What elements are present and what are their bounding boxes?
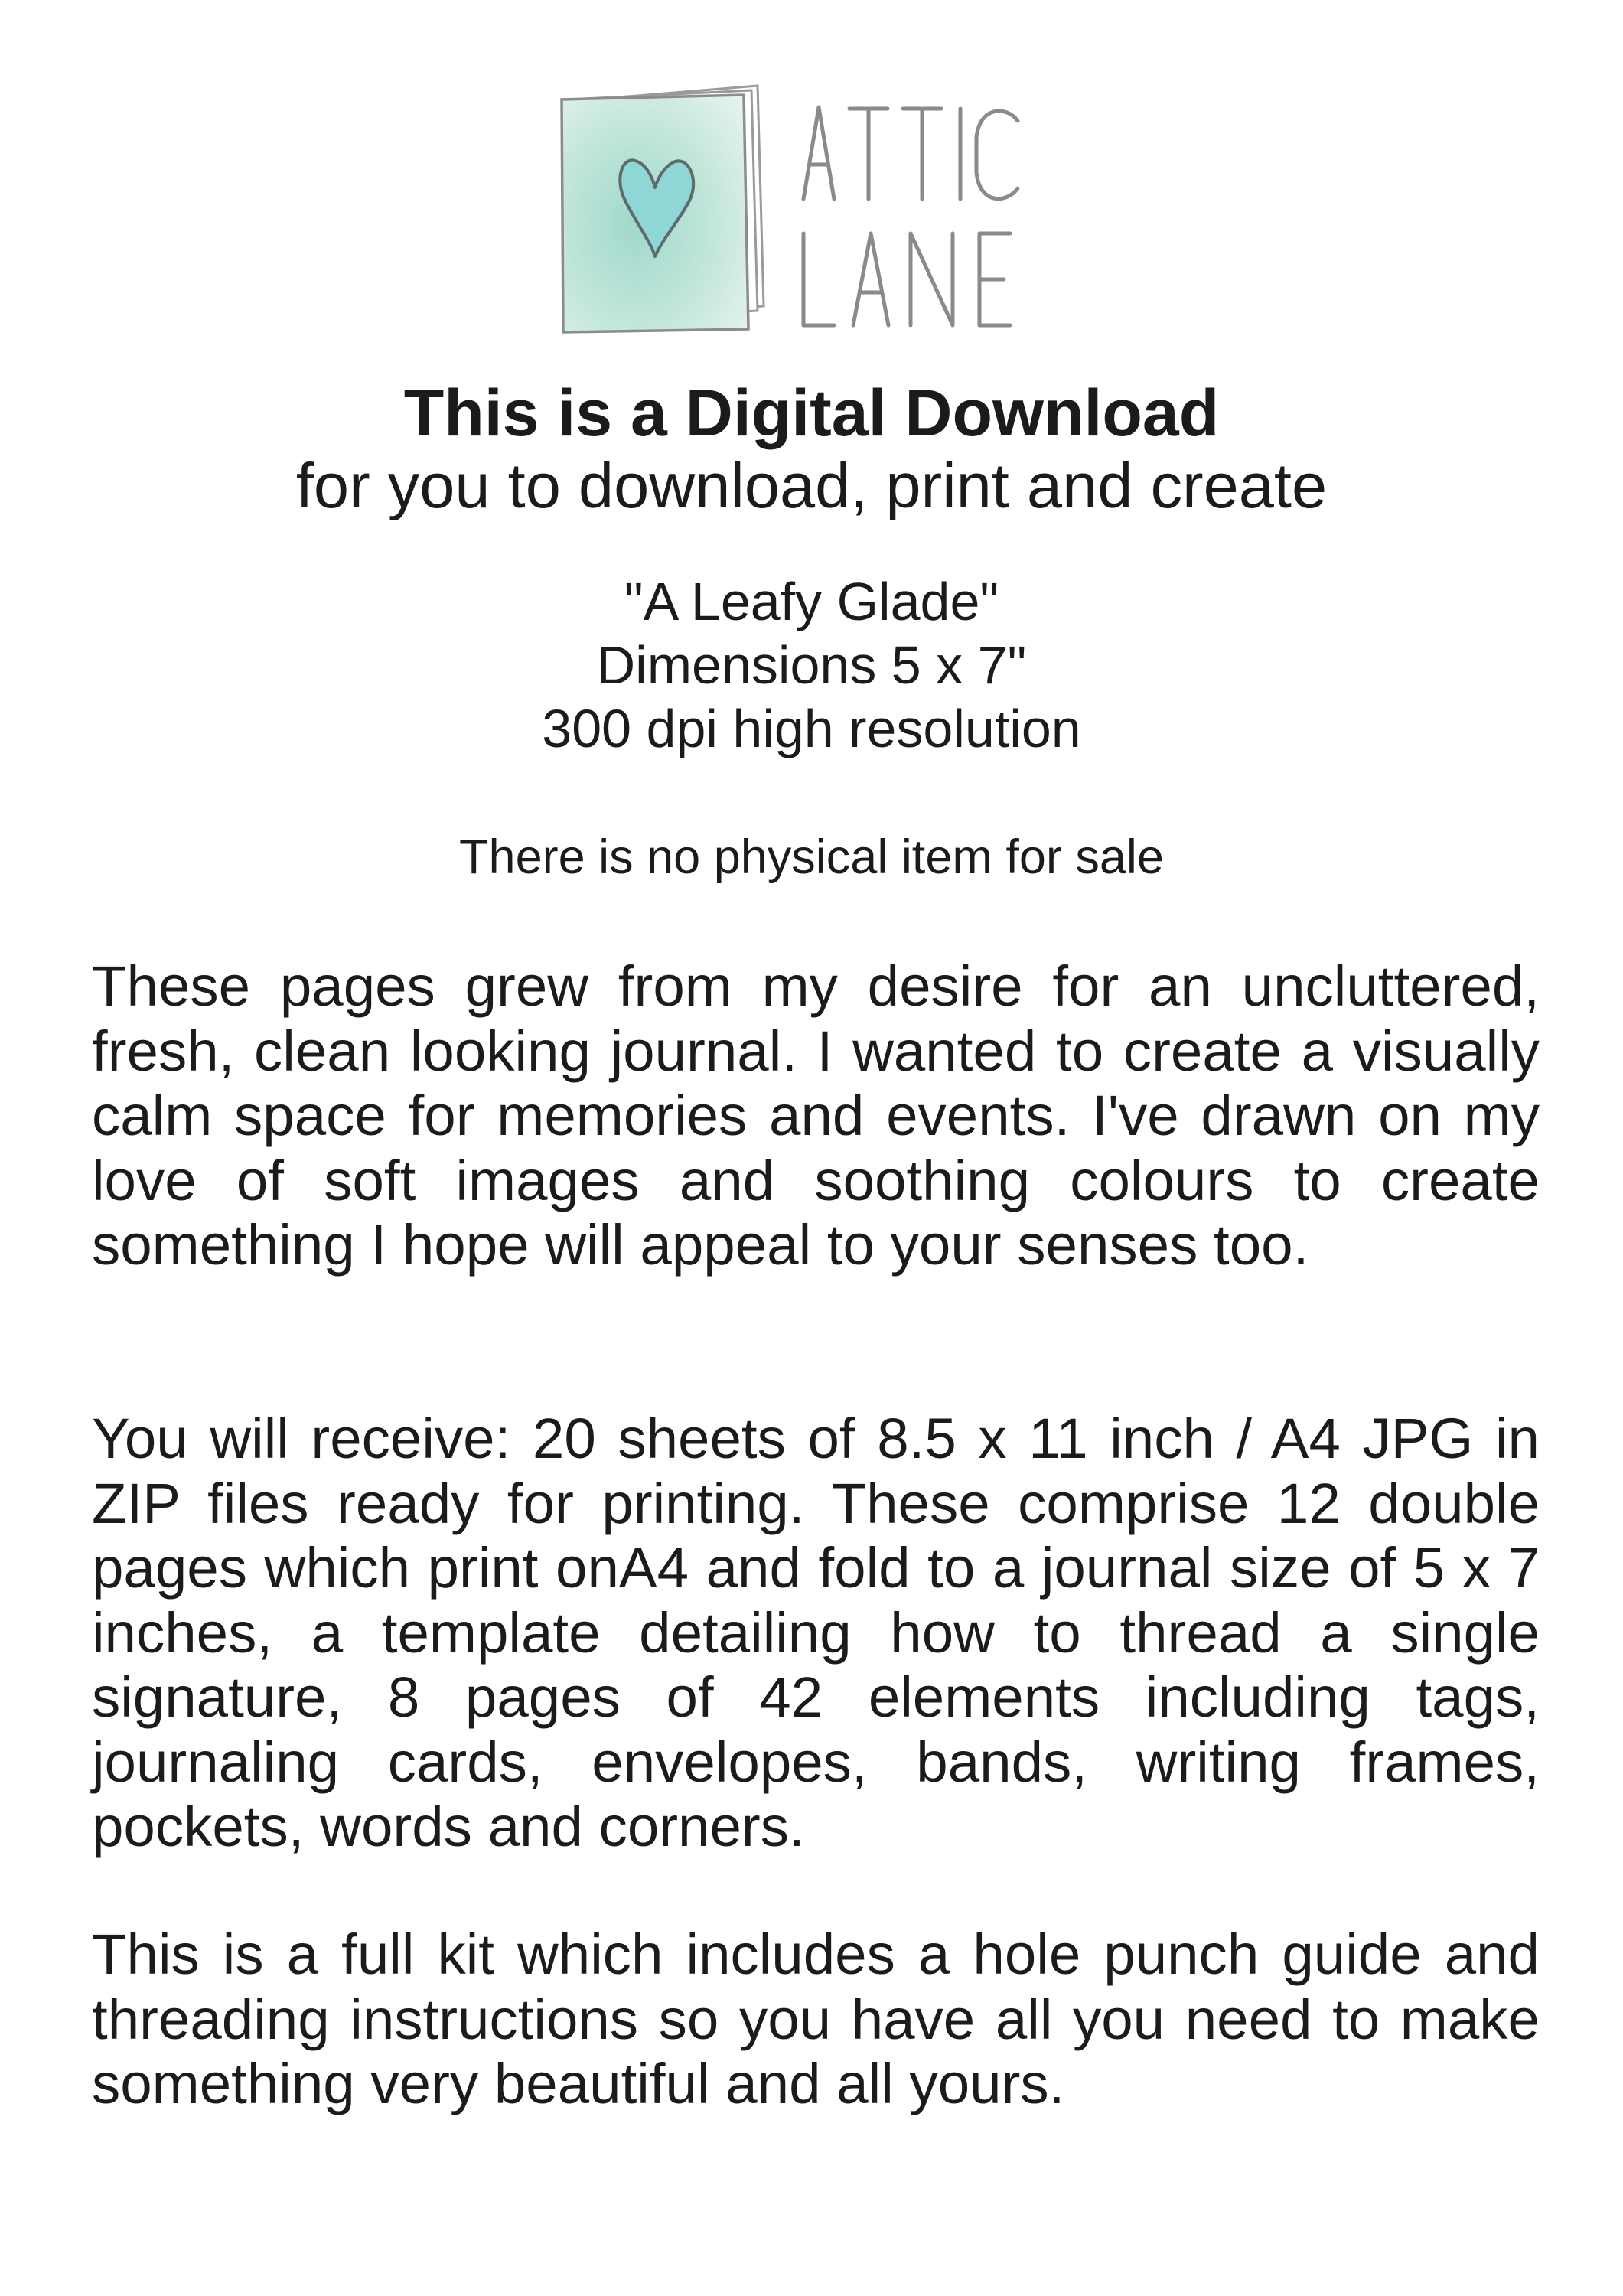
product-dimensions: Dimensions 5 x 7" xyxy=(596,635,1027,695)
contents-paragraph: You will receive: 20 sheets of 8.5 x 11 inch / A4 JPG in ZIP files ready for printing. These comprise 12 double pages which print onA4 and fold to a journal size of 5 x 7 inches, a template detailing how to thread a single signature, 8 pages of 42 elements including tags, journaling cards, envelopes, bands, writing frames, pockets, words and corners. xyxy=(92,1407,1540,1858)
product-name: "A Leafy Glade" xyxy=(624,572,999,631)
product-details xyxy=(0,570,1623,761)
kit-paragraph: This is a full kit which includes a hole punch guide and threading instructions so you have all you need to make something very beautiful and all yours. xyxy=(92,1923,1540,2115)
page-title: This is a Digital Download xyxy=(403,377,1220,450)
product-resolution: 300 dpi high resolution xyxy=(542,699,1081,758)
attic-lane-logo xyxy=(551,77,1087,352)
brand-wordmark xyxy=(803,107,1018,325)
description-paragraph: These pages grew from my desire for an uncluttered, fresh, clean looking journal. I wanted to create a visually calm space for memories and events. I've drawn on my love of soft images and soothing colours to create something I hope will appeal to your senses too. xyxy=(92,954,1540,1277)
page-subtitle: for you to download, print and create xyxy=(295,450,1328,521)
no-physical-item-notice: There is no physical item for sale xyxy=(459,830,1164,884)
